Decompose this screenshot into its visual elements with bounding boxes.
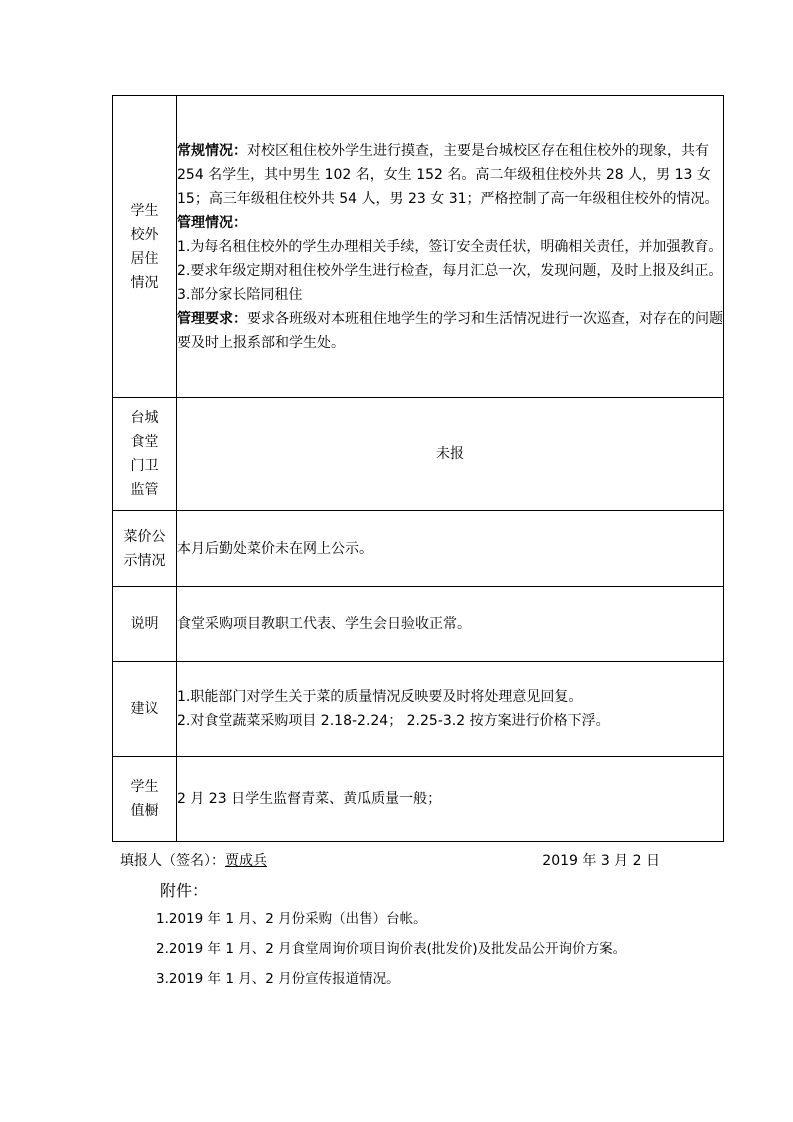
signer [120,850,267,870]
label-notes [113,587,177,662]
attachments-list [156,908,626,998]
content-canteen: 未报 [177,398,724,511]
row-canteen [113,398,724,511]
row-suggestions [113,662,724,757]
label-line: 情况 [130,274,159,291]
row-duty [113,757,724,842]
management-title: 管理情况： [177,214,247,231]
suggestion-item: 2.对食堂蔬菜采购项目 2.18-2.24； 2.25-3.2 按方案进行价格下浮。 [177,713,610,729]
label-line: 值橱 [130,803,159,819]
content-duty: 2 月 23 日学生监督青菜、黄瓜质量一般； [177,757,724,842]
row-price [113,511,724,587]
label-line: 菜价公 [123,528,166,545]
label-line: 监管 [130,482,159,498]
label-line: 建议 [130,701,159,717]
general-title: 常规情况： [177,142,247,159]
management-item: 2.要求年级定期对租住校外学生进行检查，每月汇总一次，发现问题，及时上报及纠正。 [177,262,723,279]
content-price: 本月后勤处菜价未在网上公示。 [177,511,724,587]
label-line: 居住 [130,250,159,267]
label-line: 示情况 [123,552,166,569]
content-notes: 食堂采购项目教职工代表、学生会日验收正常。 [177,587,724,662]
label-line: 校外 [130,226,159,243]
label-line: 台城 [130,410,159,426]
report-footer [120,850,660,872]
label-offcampus [113,96,177,398]
label-canteen [113,398,177,511]
management-item: 1.为每名租住校外的学生办理相关手续，签订安全责任状，明确相关责任，并加强教育。 [177,238,723,255]
signer-label: 填报人（签名）： [120,853,225,869]
label-line: 学生 [130,202,159,219]
label-suggestions [113,662,177,757]
row-offcampus [113,96,724,398]
attachments-title: 附件： [160,881,209,900]
label-line: 说明 [130,616,159,632]
label-line: 门卫 [130,458,159,474]
label-line: 学生 [130,779,159,795]
requirement-title: 管理要求： [177,310,247,327]
report-table [112,95,724,842]
signer-name: 贾成兵 [225,853,267,869]
attachment-item: 3.2019 年 1 月、2 月份宣传报道情况。 [156,971,400,987]
content-offcampus [177,96,724,398]
requirement-paragraph [177,307,723,355]
label-line: 食堂 [130,434,159,450]
label-duty [113,757,177,842]
general-paragraph [177,139,723,211]
content-suggestions [177,662,724,757]
attachment-item: 1.2019 年 1 月、2 月份采购（出售）台帐。 [156,911,427,927]
report-date: 2019 年 3 月 2 日 [542,853,660,869]
label-price [113,511,177,587]
management-item: 3.部分家长陪同租住 [177,286,303,303]
attachment-item: 2.2019 年 1 月、2 月食堂周询价项目询价表(批发价)及批发品公开询价方案。 [156,941,627,957]
suggestion-item: 1.职能部门对学生关于菜的质量情况反映要及时将处理意见回复。 [177,689,583,705]
row-notes [113,587,724,662]
requirement-text: 要求各班级对本班租住地学生的学习和生活情况进行一次巡查，对存在的问题要及时上报系部和学生处。 [177,310,723,351]
general-text: 对校区租住校外学生进行摸查，主要是台城校区存在租住校外的现象，共有 254 名学生，其中男生 102 名，女生 152 名。高二年级租住校外共 28 人，男 13 女 15；高三年级租住校外共 54 人，男 23 女 31；严格控制了高一年级租住校外的情况。 [177,142,719,207]
